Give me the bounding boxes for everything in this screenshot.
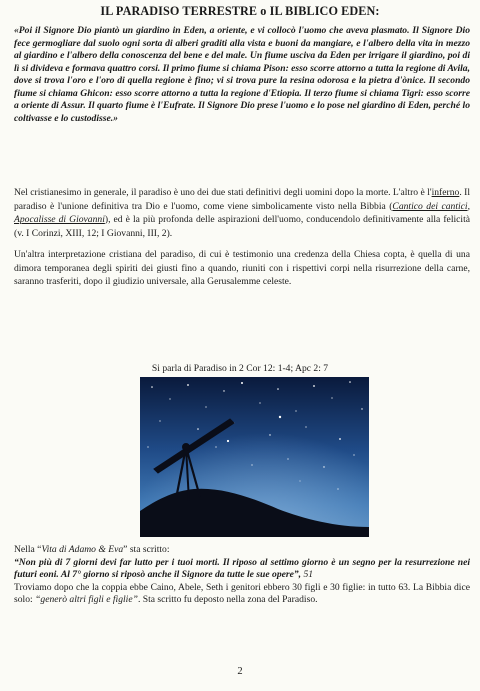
para1-text-a: Nel cristianesimo in generale, il paradiso è uno dei due stati definitivi degli uomini dopo la morte. L'altro è l' [14,187,432,198]
paragraph-christianity [14,186,470,240]
children-text-a: Troviamo dopo che la coppia ebbe Caino, Abele, Seth i genitori ebbero 30 figli e 30 figlie: in tutto 63. La Bibbia dice solo: [14,581,470,606]
image-caption: Si parla di Paradiso in 2 Cor 12: 1-4; Apc 2: 7 [151,363,329,374]
children-quote: “generò altri figli e figlie” [35,594,138,606]
para1-text-d: ), ed è la più profonda delle aspirazioni dell'uomo, conducendolo definitivamente alla felicità (v. I Corinzi, XIII, 12; I Giovanni, III, 2). [14,214,470,239]
vita-title: Vita di Adamo & Eva [41,544,124,555]
page-number: 2 [237,666,243,677]
link-inferno[interactable]: inferno [431,187,460,198]
vita-quote [14,557,470,582]
vita-quote-text: “Non più di 7 giorni devi far lutto per i tuoi morti. Il riposo al settimo giorno è un segno per la resurrezione nei futuri eoni. Al 7° giorno si riposò anche il Signore da tutte le sue opere”, [14,556,470,581]
vita-intro-line [14,544,470,557]
page-title: IL PARADISO TERRESTRE o IL BIBLICO EDEN: [100,4,380,18]
children-text-b: . Sta scritto fu deposto nella zona del Paradiso. [137,594,318,606]
vita-quote-ref: 51 [301,569,314,581]
vita-adamo-eva-section [14,544,470,607]
para1-text-c: , [467,200,470,212]
telescope-night-sky-image [140,377,369,537]
vita-children-text [14,582,470,607]
link-cantico-dei-cantici[interactable]: Cantico dei cantici [392,200,468,212]
para1-text-b: . Il paradiso è l'unione definitiva tra Dio e l'uomo, come viene simbolicamente visto nella Bibbia ( [14,187,470,212]
genesis-quote: «Poi il Signore Dio piantò un giardino in Eden, a oriente, e vi collocò l'uomo che aveva plasmato. Il Signore Dio fece germogliare dal suolo ogni sorta di alberi graditi alla vista e buoni da mangiare, e l'albero della vita in mezzo al giardino e l'albero della conoscenza del bene e del male. Un fiume usciva da Eden per irrigare il giardino, poi di lì si divideva e formava quattro corsi. Il primo fiume si chiama Pison: esso scorre attorno a tutta la regione di Avila, dove si trova l'oro e l'oro di quella regione è fino; vi si trova pure la resina odorosa e la pietra d'ònice. Il secondo fiume si chiama Ghicon: esso scorre attorno a tutta la regione d'Etiopia. Il terzo fiume si chiama Tigri: esso scorre a oriente di Assur. Il quarto fiume è l'Eufrate. Il Signore Dio prese l'uomo e lo pose nel giardino di Eden, perché lo coltivasse e lo custodisse.» [14,25,470,124]
link-apocalisse[interactable]: Apocalisse di Giovanni [14,214,105,226]
vita-intro-b: ” sta scritto: [123,544,170,555]
paragraph-copta: Un'altra interpretazione cristiana del paradiso, di cui è testimonio una credenza della Chiesa copta, è quella di una dimora temporanea degli spiriti dei giusti fino a quando, riuniti con i rispettivi corpi nella risurrezione della carne, saranno trasferiti, dopo il giudizio universale, alla Gerusalemme celeste. [14,249,470,288]
vita-intro-a: Nella “ [14,544,42,555]
